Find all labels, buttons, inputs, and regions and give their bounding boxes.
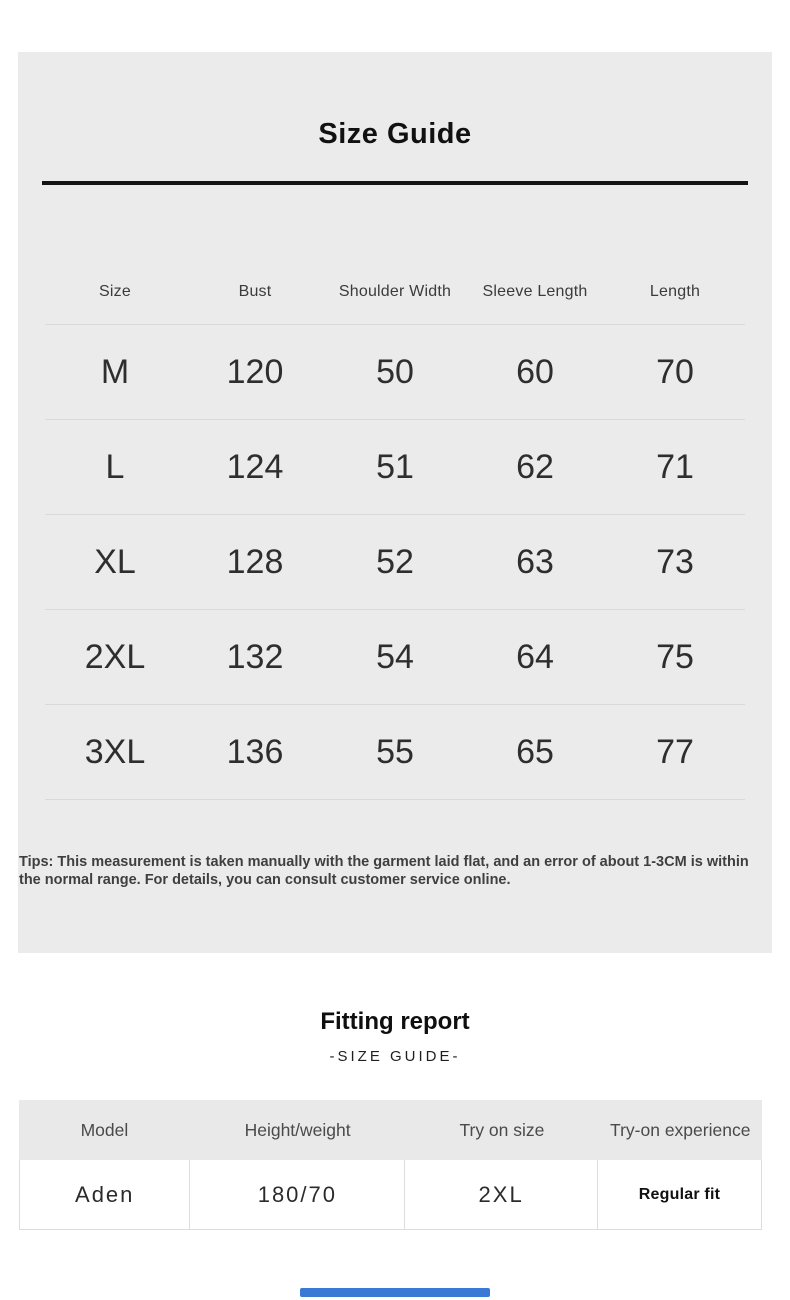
bottom-indicator-bar [300, 1288, 490, 1297]
sleeve-cell: 62 [516, 447, 554, 486]
size-cell: 3XL [84, 732, 146, 771]
bust-cell: 132 [226, 637, 284, 676]
sleeve-cell: 60 [516, 352, 554, 391]
bust-cell: 120 [226, 352, 284, 391]
bust-cell: 128 [226, 542, 284, 581]
shoulder-cell: 55 [376, 732, 414, 771]
size-cell: M [100, 352, 130, 391]
sleeve-cell: 63 [516, 542, 554, 581]
length-cell: 70 [656, 352, 694, 391]
column-header-model: Model [80, 1119, 129, 1140]
try-on-size-cell: 2XL [405, 1160, 598, 1229]
sleeve-cell: 65 [516, 732, 554, 771]
table-row-m [45, 324, 745, 419]
fitting-report-subtitle: -SIZE GUIDE- [329, 1048, 461, 1065]
table-row-xl [45, 514, 745, 609]
size-table [45, 324, 745, 800]
size-guide-title: Size Guide [318, 118, 472, 150]
table-row-3xl [45, 704, 745, 799]
column-header-shoulder-width: Shoulder Width [338, 283, 452, 300]
column-header-height-weight: Height/weight [244, 1119, 351, 1140]
length-cell: 73 [656, 542, 694, 581]
size-cell: XL [94, 542, 136, 581]
column-header-try-on-size: Try on size [459, 1119, 545, 1140]
fitting-table [19, 1100, 762, 1230]
length-cell: 71 [656, 447, 694, 486]
column-header-size: Size [99, 283, 131, 300]
shoulder-cell: 52 [376, 542, 414, 581]
size-guide-panel [18, 52, 772, 953]
bust-cell: 124 [226, 447, 284, 486]
length-cell: 75 [656, 637, 694, 676]
fitting-table-row [19, 1160, 762, 1230]
height-weight-cell: 180/70 [190, 1160, 405, 1229]
column-header-length: Length [649, 283, 701, 300]
fitting-table-header [19, 1100, 762, 1160]
table-row-l [45, 419, 745, 514]
bust-cell: 136 [226, 732, 284, 771]
tips-text: Tips: This measurement is taken manually with the garment laid flat, and an error of about 1-3CM is within the normal range. For details, you can consult customer service online. [19, 854, 749, 888]
size-cell: L [105, 447, 125, 486]
column-header-sleeve-length: Sleeve Length [482, 283, 588, 300]
shoulder-cell: 51 [376, 447, 414, 486]
column-header-bust: Bust [238, 283, 272, 300]
table-row-2xl [45, 609, 745, 704]
shoulder-cell: 50 [376, 352, 414, 391]
sleeve-cell: 64 [516, 637, 554, 676]
size-table-header [45, 185, 745, 324]
column-header-try-on-experience: Try-on experience [610, 1119, 751, 1140]
size-cell: 2XL [84, 637, 146, 676]
fitting-report-title: Fitting report [320, 1008, 470, 1035]
model-cell: Aden [20, 1160, 190, 1229]
try-on-experience-cell: Regular fit [638, 1185, 721, 1203]
length-cell: 77 [656, 732, 694, 771]
shoulder-cell: 54 [376, 637, 414, 676]
